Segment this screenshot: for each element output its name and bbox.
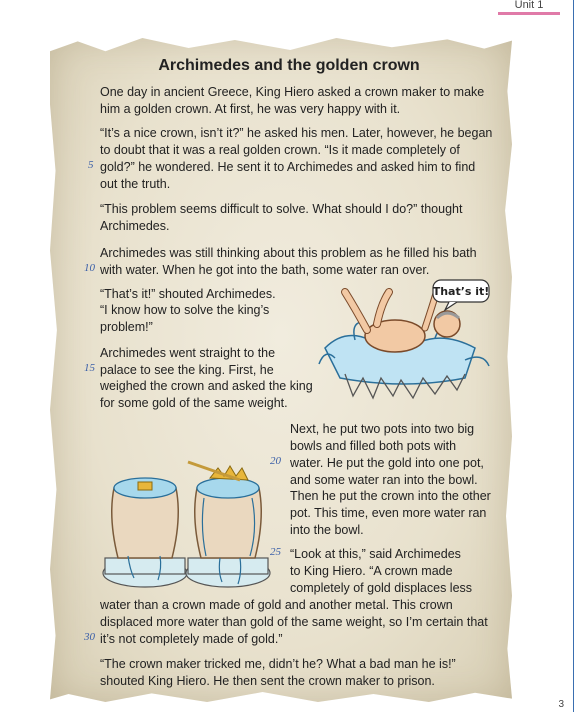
page-number: 3	[558, 699, 564, 710]
text-line: Next, he put two pots into two big	[290, 422, 475, 436]
text-line: bowls and filled both pots with	[290, 439, 457, 453]
text-line: pot. This time, even more water ran	[290, 506, 487, 520]
text-line: weighed the crown and asked the king	[100, 379, 313, 393]
text-line: “That’s it!” shouted Archimedes.	[100, 287, 276, 301]
story-title: Archimedes and the golden crown	[158, 57, 420, 74]
archimedes-bath-illustration	[315, 278, 495, 403]
page-edge-rule	[573, 0, 574, 712]
line-number: 15	[84, 362, 95, 374]
text-line: palace to see the king. First, he	[100, 363, 274, 377]
line-number: 30	[84, 631, 95, 643]
text-line: with water. When he got into the bath, some water ran over.	[100, 263, 430, 277]
text-line: “This problem seems difficult to solve. What should I do?” thought	[100, 202, 463, 216]
line-number: 5	[88, 159, 94, 171]
text-line: water. He put the gold into one pot,	[290, 456, 484, 470]
text-line: to doubt that it was a real golden crown. “Is it made completely of	[100, 143, 460, 157]
text-line: Archimedes.	[100, 219, 170, 233]
text-line: Archimedes went straight to the	[100, 346, 276, 360]
pots-and-bowls-illustration	[100, 458, 275, 598]
text-line: Archimedes was still thinking about this problem as he filled his bath	[100, 246, 477, 260]
text-line: it’s not completely made of gold.”	[100, 632, 283, 646]
speech-bubble-text: That’s it!	[432, 285, 490, 298]
text-line: “Look at this,” said Archimedes	[290, 547, 461, 561]
text-line: and some water ran into the bowl.	[290, 473, 478, 487]
unit-tab: Unit 1	[498, 0, 560, 15]
text-line: “I know how to solve the king’s	[100, 303, 270, 317]
text-line: displaced more water than gold of the same weight, so I’m certain that	[100, 615, 488, 629]
text-line: out the truth.	[100, 177, 171, 191]
line-number: 20	[270, 455, 281, 467]
text-line: into the bowl.	[290, 523, 364, 537]
text-line: “The crown maker tricked me, didn’t he? What a bad man he is!”	[100, 657, 456, 671]
text-line: “It’s a nice crown, isn’t it?” he asked his men. Later, however, he began	[100, 126, 493, 140]
text-line: One day in ancient Greece, King Hiero asked a crown maker to make	[100, 85, 485, 99]
text-line: water than a crown made of gold and another metal. This crown	[100, 598, 453, 612]
text-line: him a golden crown. At first, he was very happy with it.	[100, 102, 401, 116]
line-number: 25	[270, 546, 281, 558]
text-line: shouted King Hiero. He then sent the crown maker to prison.	[100, 674, 435, 688]
text-line: to King Hiero. “A crown made	[290, 564, 453, 578]
text-line: gold?” he wondered. He sent it to Archimedes and asked him to find	[100, 160, 476, 174]
text-line: completely of gold displaces less	[290, 581, 473, 595]
text-line: problem!”	[100, 320, 153, 334]
line-number: 10	[84, 262, 95, 274]
text-line: for some gold of the same weight.	[100, 396, 288, 410]
text-line: Then he put the crown into the other	[290, 489, 491, 503]
